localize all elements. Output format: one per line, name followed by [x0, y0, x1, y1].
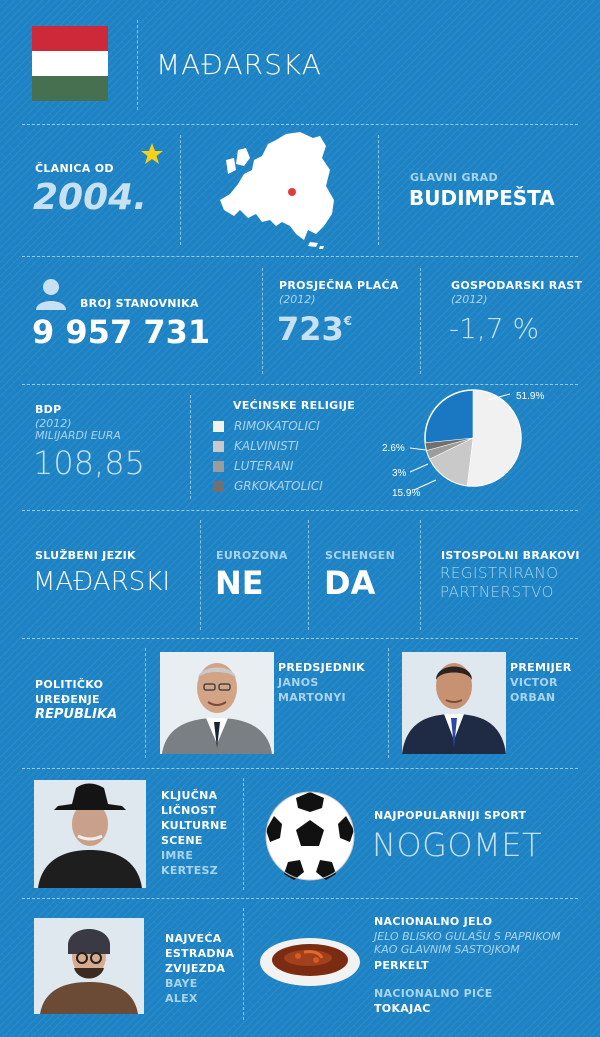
salary-year: (2012) — [279, 293, 316, 306]
country-name: MAĐARSKA — [156, 48, 322, 81]
pie-label-kalvinisti: 15.9% — [392, 488, 421, 499]
legend-item-grkokatolici — [213, 476, 323, 496]
political-system-value: REPUBLIKA — [35, 707, 118, 722]
religion-legend — [213, 416, 323, 496]
europe-map — [208, 130, 358, 250]
drink-label: NACIONALNO PIĆE — [374, 987, 493, 1000]
legend-item-kalvinisti — [213, 436, 323, 456]
salary-value — [277, 310, 352, 348]
legend-label: GRKOKATOLICI — [234, 478, 323, 493]
president-photo — [160, 652, 274, 754]
capital-name: BUDIMPEŠTA — [409, 186, 555, 210]
marriage-value-2: PARTNERSTVO — [440, 583, 554, 601]
drink-value: TOKAJAC — [374, 1002, 431, 1015]
prime-minister-photo — [402, 652, 506, 754]
member-year: 2004. — [33, 177, 147, 218]
marriage-label: ISTOSPOLNI BRAKOVI — [441, 549, 580, 562]
pop-star-label-1: NAJVEĆA — [165, 932, 222, 945]
legend-swatch — [213, 461, 224, 472]
gdp-year: (2012) — [35, 417, 72, 430]
growth-year: (2012) — [451, 293, 488, 306]
person-icon — [34, 276, 68, 310]
culture-label-4: SCENE — [161, 834, 203, 847]
population-value: 9 957 731 — [32, 313, 211, 351]
dish-icon — [258, 930, 362, 990]
pop-star-photo — [34, 918, 144, 1014]
legend-item-rimokatolici — [213, 416, 323, 436]
capital-label: GLAVNI GRAD — [410, 171, 498, 184]
sport-value: NOGOMET — [372, 826, 542, 864]
language-value: MAĐARSKI — [33, 567, 170, 597]
culture-person-photo — [34, 780, 146, 888]
culture-person-last-name: KERTESZ — [161, 864, 219, 877]
star-icon — [140, 142, 164, 166]
hungary-flag — [32, 26, 108, 101]
pie-slice-rimokatolici — [467, 390, 521, 486]
pop-star-first-name: BAYE — [165, 977, 198, 990]
gdp-unit: MILIJARDI EURA — [35, 429, 121, 442]
religion-pie-chart — [370, 386, 580, 500]
legend-label: LUTERANI — [234, 458, 294, 473]
food-label: NACIONALNO JELO — [374, 915, 493, 928]
salary-unit: € — [343, 314, 353, 328]
food-value: PERKELT — [374, 959, 429, 972]
president-first-name: JANOS — [278, 676, 319, 689]
pie-label-luterani: 3% — [392, 468, 407, 479]
food-description-1: JELO BLISKO GULAŠU S PAPRIKOM — [374, 930, 561, 943]
marriage-value-1: REGISTRIRANO — [440, 564, 559, 582]
football-icon — [264, 790, 356, 882]
food-description-2: KAO GLAVNIM SASTOJKOM — [374, 943, 520, 956]
language-label: SLUŽBENI JEZIK — [35, 549, 136, 562]
pie-label-grkokatolici: 2.6% — [382, 443, 405, 454]
gdp-label: BDP — [35, 403, 62, 416]
salary-label: PROSJEČNA PLAĆA — [279, 279, 399, 292]
sport-label: NAJPOPULARNIJI SPORT — [374, 809, 527, 822]
salary-amount: 723 — [277, 310, 344, 348]
culture-person-first-name: IMRE — [161, 849, 194, 862]
political-system-label-1: POLITIČKO — [35, 678, 104, 691]
pop-star-last-name: ALEX — [165, 992, 198, 1005]
religions-title: VEĆINSKE RELIGIJE — [233, 399, 356, 412]
prime-minister-last-name: ORBAN — [510, 691, 556, 704]
schengen-value: DA — [324, 564, 376, 602]
culture-label-2: LIČNOST — [161, 804, 217, 817]
growth-label: GOSPODARSKI RAST — [451, 279, 583, 292]
eurozone-label: EUROZONA — [216, 549, 288, 562]
culture-label-3: KULTURNE — [161, 819, 228, 832]
legend-label: KALVINISTI — [234, 438, 299, 453]
prime-minister-label: PREMIJER — [510, 661, 572, 674]
legend-swatch — [213, 421, 224, 432]
prime-minister-first-name: VICTOR — [510, 676, 558, 689]
pie-label-rimokatolici: 51.9% — [516, 391, 545, 402]
political-system-label-2: UREĐENJE — [35, 693, 100, 706]
legend-swatch — [213, 481, 224, 492]
president-last-name: MARTONYI — [278, 691, 346, 704]
president-label: PREDSJEDNIK — [278, 661, 365, 674]
gdp-value: 108,85 — [33, 444, 145, 482]
member-since-label: ČLANICA OD — [35, 162, 114, 175]
culture-label-1: KLJUČNA — [161, 789, 218, 802]
eurozone-value: NE — [215, 564, 264, 602]
legend-label: RIMOKATOLICI — [234, 418, 320, 433]
population-label: BROJ STANOVNIKA — [80, 297, 199, 310]
pop-star-label-3: ZVIJEZDA — [165, 962, 226, 975]
legend-item-luterani — [213, 456, 323, 476]
schengen-label: SCHENGEN — [325, 549, 396, 562]
pop-star-label-2: ESTRADNA — [165, 947, 235, 960]
legend-swatch — [213, 441, 224, 452]
growth-value: -1,7 % — [449, 312, 540, 345]
